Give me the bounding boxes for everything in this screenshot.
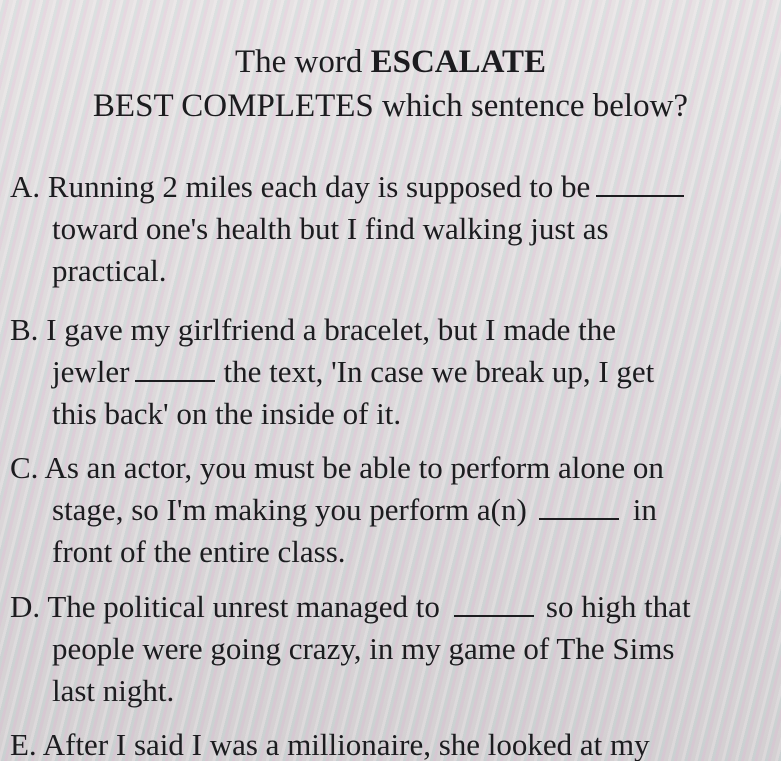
option-d-line-1 <box>10 587 691 627</box>
option-a-line-1 <box>10 167 692 207</box>
option-text-after: the text, 'In case we break up, I get <box>223 354 655 389</box>
title-prefix: The word <box>234 44 371 80</box>
option-c-line-1 <box>10 448 664 488</box>
option-a-line-3: practical. <box>52 253 167 288</box>
option-letter: C. <box>10 450 39 485</box>
answer-blank <box>539 496 619 520</box>
option-text: Running 2 miles each day is supposed to be <box>47 169 591 204</box>
answer-blank <box>135 358 215 382</box>
option-text-before: The political unrest managed to <box>47 589 440 624</box>
target-word: ESCALATE <box>370 44 547 80</box>
question-title-line-2: BEST COMPLETES which sentence below? <box>92 88 689 124</box>
option-text: I gave my girlfriend a bracelet, but I made the <box>46 312 616 347</box>
option-letter: D. <box>10 589 41 624</box>
option-text-before: jewler <box>52 354 130 389</box>
option-c-line-2 <box>52 490 657 530</box>
option-b-line-1 <box>10 310 616 350</box>
option-d-line-2: people were going crazy, in my game of The Sims <box>52 631 675 666</box>
answer-blank <box>596 173 684 197</box>
option-letter: B. <box>10 312 39 347</box>
option-a-line-2: toward one's health but I find walking just as <box>52 211 609 246</box>
option-text-before: stage, so I'm making you perform a(n) <box>52 492 527 527</box>
option-text: After I said I was a millionaire, she looked at my <box>42 727 650 761</box>
option-c-line-3: front of the entire class. <box>52 534 346 569</box>
option-text: As an actor, you must be able to perform alone on <box>44 450 664 485</box>
option-letter: E. <box>10 727 37 761</box>
question-title-line-1 <box>0 42 781 82</box>
option-letter: A. <box>10 169 41 204</box>
option-d-line-3: last night. <box>52 673 175 708</box>
option-b-line-3: this back' on the inside of it. <box>52 396 402 431</box>
option-e-line-1 <box>10 725 650 761</box>
option-text-after: so high that <box>545 589 691 624</box>
option-b-line-2 <box>52 352 654 392</box>
option-text-after: in <box>632 492 657 527</box>
answer-blank <box>454 593 534 617</box>
